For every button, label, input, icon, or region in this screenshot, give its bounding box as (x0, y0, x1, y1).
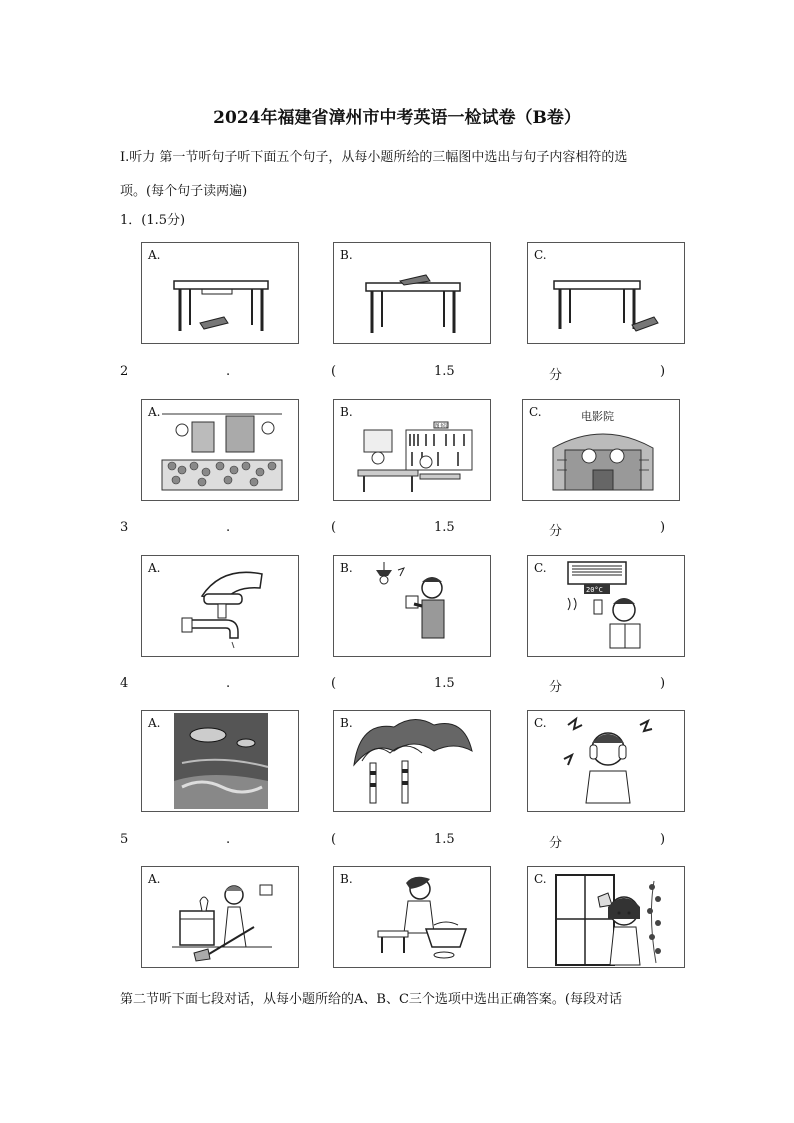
option-label: C. (529, 405, 542, 419)
q1-option-a-image[interactable] (141, 242, 299, 344)
option-label: B. (340, 872, 353, 886)
score-open-paren: ( (331, 676, 337, 691)
option-label: A. (148, 872, 161, 886)
option-label: B. (340, 248, 353, 262)
polluted-water-pipe-illustration (142, 711, 299, 812)
q4-option-b-image[interactable] (333, 710, 491, 812)
score-open-paren: ( (331, 364, 337, 379)
girl-cleaning-window-illustration (528, 867, 685, 968)
score-unit: 分 (549, 836, 563, 851)
score-unit: 分 (549, 368, 563, 383)
score-unit: 分 (549, 524, 563, 539)
q5-option-c-image[interactable] (527, 866, 685, 968)
q4-option-c-image[interactable] (527, 710, 685, 812)
question-dot: . (226, 520, 231, 535)
air-conditioner-remote-illustration (528, 556, 685, 657)
score-unit: 分 (549, 680, 563, 695)
table-with-item-on-top-illustration (334, 243, 491, 344)
score-value: 1.5 (434, 676, 455, 691)
option-label: A. (148, 405, 161, 419)
question-number: 2 (120, 364, 129, 379)
q3-option-b-image[interactable] (333, 555, 491, 657)
hand-turning-tap-illustration (142, 556, 299, 657)
score-close-paren: ) (660, 832, 666, 847)
table-with-item-under-illustration (142, 243, 299, 344)
score-close-paren: ) (660, 364, 666, 379)
q5-option-a-image[interactable] (141, 866, 299, 968)
option-label: B. (340, 561, 353, 575)
score-value: 1.5 (434, 520, 455, 535)
q1-option-b-image[interactable] (333, 242, 491, 344)
option-label: C. (534, 561, 547, 575)
exam-title: 2024年福建省漳州市中考英语一检试卷（B卷） (213, 108, 581, 128)
option-label: A. (148, 716, 161, 730)
man-covering-ears-noise-illustration (528, 711, 685, 812)
q4-option-a-image[interactable] (141, 710, 299, 812)
library-sign-text: 图书馆 (435, 424, 449, 429)
section1-instruction-line2: 项。(每个句子读两遍) (120, 184, 248, 199)
option-label: B. (340, 716, 353, 730)
section2-instruction-line1: 第二节听下面七段对话，从每小题所给的A、B、C三个选项中选出正确答案。(每段对话 (120, 992, 622, 1007)
question-dot: . (226, 832, 231, 847)
score-value: 1.5 (434, 364, 455, 379)
table-with-item-beside-illustration (528, 243, 685, 344)
score-close-paren: ) (660, 520, 666, 535)
q2-option-a-image[interactable] (141, 399, 299, 501)
score-open-paren: ( (331, 520, 337, 535)
option-label: C. (534, 716, 547, 730)
option-label: C. (534, 248, 547, 262)
score-value: 1.5 (434, 832, 455, 847)
question-1-number: 1．(1.5分) (120, 213, 186, 228)
q3-option-a-image[interactable] (141, 555, 299, 657)
question-dot: . (226, 676, 231, 691)
boy-switching-light-illustration (334, 556, 491, 657)
question-number: 3 (120, 520, 129, 535)
option-label: C. (534, 872, 547, 886)
q1-option-c-image[interactable] (527, 242, 685, 344)
question-4-row (120, 676, 674, 696)
question-5-row (120, 832, 674, 852)
score-close-paren: ) (660, 676, 666, 691)
cinema-building-illustration (523, 400, 680, 501)
question-dot: . (226, 364, 231, 379)
option-label: B. (340, 405, 353, 419)
q2-option-b-image[interactable] (333, 399, 491, 501)
girl-sweeping-floor-illustration (142, 867, 299, 968)
ac-display-text: 20°C (586, 586, 603, 594)
question-3-row (120, 520, 674, 540)
market-stalls-illustration (142, 400, 299, 501)
factory-chimney-smoke-illustration (334, 711, 491, 812)
question-number: 5 (120, 832, 129, 847)
question-number: 4 (120, 676, 129, 691)
q5-option-b-image[interactable] (333, 866, 491, 968)
option-label: A. (148, 561, 161, 575)
cinema-sign-text: 电影院 (581, 410, 614, 423)
girl-washing-clothes-illustration (334, 867, 491, 968)
question-2-row (120, 364, 674, 384)
q3-option-c-image[interactable] (527, 555, 685, 657)
q2-option-c-image[interactable] (522, 399, 680, 501)
score-open-paren: ( (331, 832, 337, 847)
option-label: A. (148, 248, 161, 262)
library-reading-illustration (334, 400, 491, 501)
section1-instruction-line1: I.听力 第一节听句子听下面五个句子，从每小题所给的三幅图中选出与句子内容相符的选 (120, 150, 628, 165)
